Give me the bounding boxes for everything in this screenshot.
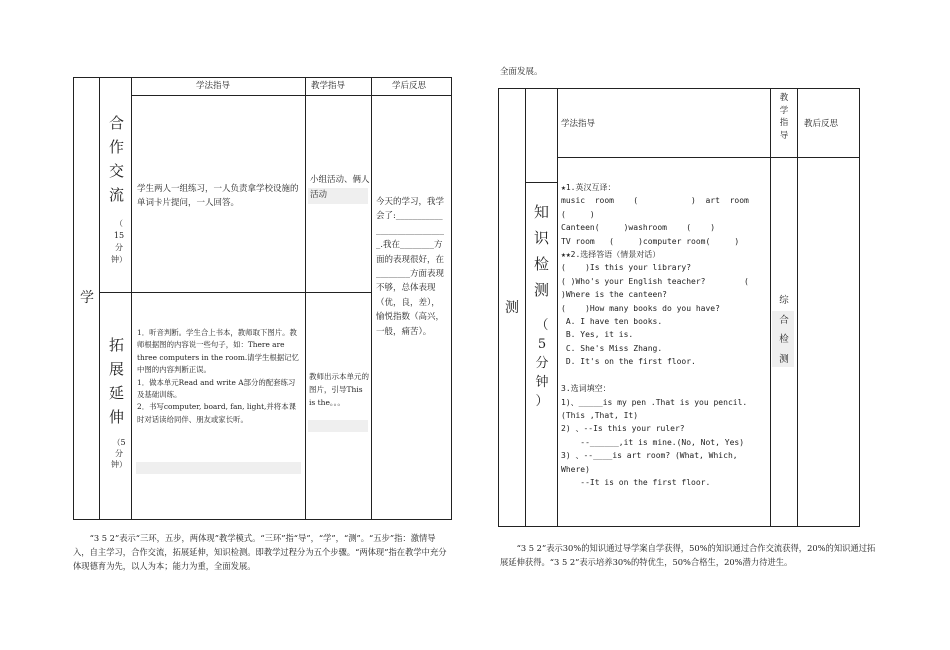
exercise-line: ( )Is this your library?: [561, 263, 692, 273]
right-header-reflection: 教后反思: [804, 119, 839, 129]
exercise-line: music room ( ) art room: [561, 196, 749, 206]
right-note: “3 5 2”表示30%的知识通过导学案自学获得，50%的知识通过合作交流获得，20%的知识通过拓展延伸获得。“3 5 2”表示培养30%的特优生，50%合格生，20%潜力待进生。: [500, 543, 876, 568]
exercise-line: --______,it is mine.(No, Not, Yes): [561, 437, 745, 447]
exercise-line: )Where is the canteen?: [561, 290, 667, 300]
exercise-line: ★1.英汉互译：: [561, 183, 616, 192]
section-extension: 拓展延伸: [107, 337, 125, 433]
section-cooperation-time: （ 15 分 钟）: [111, 219, 127, 264]
section-knowledge-time: （ 5 分 钟 ）: [535, 318, 549, 409]
right-top-text: 全面发展。: [500, 67, 543, 77]
left-header-method: 学法指导: [196, 81, 231, 91]
right-header-method: 学法指导: [561, 119, 596, 129]
cooperation-teaching-text: 小组活动、俩人活动: [310, 175, 370, 200]
exercise-line: ( )How many books do you have?: [561, 303, 720, 313]
right-outer-label: 测: [505, 300, 519, 316]
left-outer-label: 学: [80, 290, 94, 306]
exercise-line: ( ): [561, 209, 595, 219]
exercise-line: C. She's Miss Zhang.: [561, 343, 663, 353]
exercise-line: 3) 、--____is art room? (What, Which,: [561, 451, 738, 461]
reflection-text: 今天的学习，我学会了:____________________________.我在________方面的表现很好，在________方面表现不够，总体表现（优，良，差），愉悦指数（高兴，一般，痛苦）。: [376, 197, 445, 337]
left-header-reflection: 学后反思: [392, 81, 427, 91]
exercise-line: A. I have ten books.: [561, 317, 663, 327]
exercise-line: Where): [561, 464, 590, 474]
exercise-line: --It is on the first floor.: [561, 477, 711, 487]
exercise-line: (This ,That, It): [561, 410, 639, 420]
exercise-block: [561, 181, 769, 489]
exercise-line: [561, 369, 769, 382]
cooperation-method-text: 学生两人一组练习，一人负责拿学校设施的单词卡片提问，一人回答。: [137, 184, 299, 208]
exercise-line: Canteen( )washroom ( ): [561, 223, 716, 233]
exercise-line: 1)、_____is my pen .That is you pencil.: [561, 397, 748, 407]
exercise-line: TV room ( )computer room( ): [561, 236, 740, 246]
exercise-line: ★★2.选择答语（情景对话）: [561, 250, 661, 260]
section-cooperation: 合作交流: [107, 115, 125, 211]
exercise-line: D. It's on the first floor.: [561, 357, 696, 367]
section-extension-time: （5 分 钟）: [111, 438, 127, 469]
exercise-line: B. Yes, it is.: [561, 330, 634, 340]
comprehensive-check: 综 合 检 测: [779, 295, 789, 365]
exercise-line: ( )Who's your English teacher? (: [561, 276, 749, 286]
left-note: “3 5 2”表示“三环，五步，两体现”教学模式。“三环”指“导”，“学”，“测”。“五步”指：激情导入，自主学习，合作交流，拓展延伸，知识检测。即教学过程分为五个步骤。“两体现”指在教学中充分体现德育为先，以人为本；能力为重，全面发展。: [73, 533, 447, 572]
extension-method-text: 1．听音判断。学生合上书本，教师取下图片。教师根据图的内容说一些句子，如：There are three computers in the room.请学生根据记忆中图的内容判断正误。 1．做本单元Read and write A部分的配套练习及基础训练。 2．书写computer, board, fan, light,并将本课时对话读给同伴、朋友或家长听。: [137, 328, 299, 424]
section-knowledge-check: 知识检测: [532, 204, 550, 308]
exercise-line: 3.选词填空：: [561, 384, 611, 394]
left-header-teaching: 教学指导: [311, 81, 346, 91]
extension-teaching-text: 教师出示本单元的图片，引导This is the。。。: [309, 372, 369, 407]
right-header-teaching: 教 学 指 导: [779, 93, 789, 141]
exercise-line: 2) 、--Is this your ruler?: [561, 424, 685, 434]
